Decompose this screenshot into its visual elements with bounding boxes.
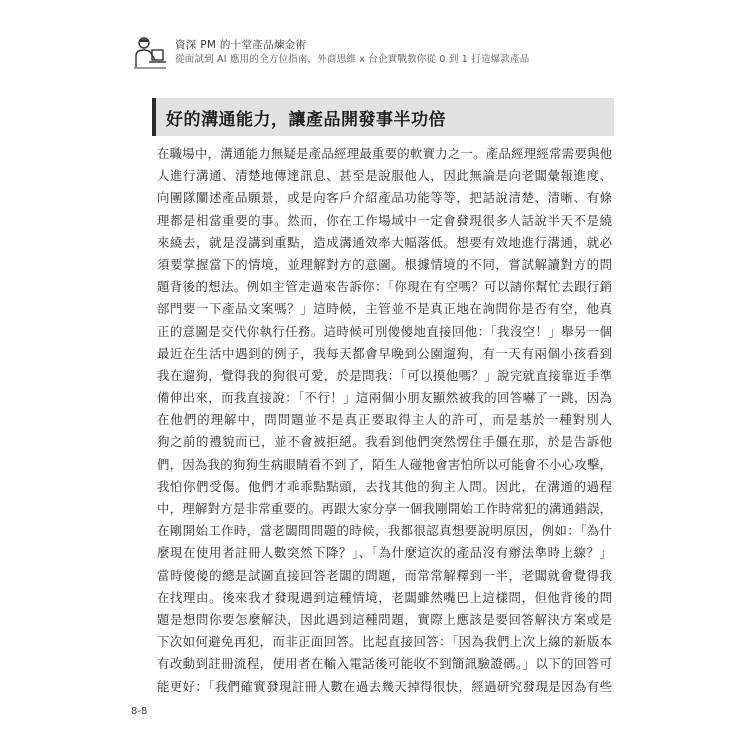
text-line: 下次如何避免再犯，而非正面回答。比起直接回答：「因為我們上次上線的新版本 bbox=[157, 634, 612, 650]
section-heading-text: 好的溝通能力，讓產品開發事半功倍 bbox=[166, 109, 446, 130]
text-line: 在職場中，溝通能力無疑是產品經理最重要的軟實力之一。產品經理經常需要與他 bbox=[157, 146, 612, 161]
person-at-laptop-icon bbox=[131, 36, 167, 70]
text-line: 最近在生活中遇到的例子，我每天都會早晚到公園遛狗，有一天有兩個小孩看到 bbox=[157, 345, 612, 361]
text-line: 正的意圖是交代你執行任務。這時候可別傻傻地直接回他：「我沒空！」舉另一個 bbox=[157, 323, 612, 339]
text-line: 在找理由。後來我才發現遇到這種情境，老闆雖然嘴巴上這樣問，但他背後的問 bbox=[157, 589, 612, 605]
text-line: 理都是相當重要的事。然而，你在工作場域中一定會發現很多人話說半天不是繞 bbox=[157, 212, 612, 228]
text-line: 麼現在使用者註冊人數突然下降？」、「為什麼這次的產品沒有辦法準時上線？」 bbox=[157, 545, 612, 561]
page-number: 8-8 bbox=[131, 706, 148, 717]
book-subtitle: 從面試到 AI 應用的全方位指南，外商思維 x 台企實戰教你從 0 到 1 打造爆款產品 bbox=[175, 54, 530, 65]
text-line: 在他們的理解中，問問題並不是真正要取得主人的許可，而是基於一種對別人 bbox=[157, 412, 612, 428]
text-line: 題是想問你要怎麼解決，因此遇到這種問題，實際上應該是要回答解決方案或是 bbox=[157, 611, 612, 627]
text-line: 向團隊闡述產品願景，或是向客戶介紹產品功能等等，把話說清楚、清晰、有條 bbox=[157, 190, 612, 206]
body-paragraph bbox=[157, 143, 612, 698]
text-line: 題背後的想法。例如主管走過來告訴你：「你現在有空嗎？可以請你幫忙去跟行銷 bbox=[157, 279, 612, 295]
text-line: 有改動到註冊流程，使用者在輸入電話後可能收不到簡訊驗證碼。」以下的回答可 bbox=[157, 656, 612, 672]
running-header bbox=[131, 36, 611, 70]
text-line: 我在遛狗，覺得我的狗很可愛，於是問我：「可以摸他嗎？」說完就直接靠近手準 bbox=[157, 367, 612, 383]
text-line: 狗之前的禮貌而已，並不會被拒絕。我看到他們突然愣住手僵在那，於是告訴他 bbox=[157, 434, 612, 450]
text-line: 來繞去，就是沒講到重點，造成溝通效率大幅落低。想要有效地進行溝通，就必 bbox=[157, 234, 612, 250]
text-line: 備伸出來，而我直接說：「不行！」這兩個小朋友顯然被我的回答嚇了一跳，因為 bbox=[157, 390, 612, 406]
text-line: 當時傻傻的總是試圖直接回答老闆的問題，而常常解釋到一半，老闆就會覺得我 bbox=[157, 567, 612, 583]
text-line: 人進行溝通、清楚地傳達訊息、甚至是說服他人，因此無論是向老闆彙報進度、 bbox=[157, 168, 612, 184]
section-heading bbox=[152, 98, 614, 136]
text-line: 中，理解對方是非常重要的。再跟大家分享一個我剛開始工作時常犯的溝通錯誤， bbox=[157, 501, 612, 516]
text-line: 在剛開始工作時，當老闆問問題的時候，我都很認真想要說明原因，例如：「為什 bbox=[157, 523, 612, 539]
book-title: 資深 PM 的十堂產品煉金術 bbox=[175, 39, 307, 51]
text-line: 我怕你們受傷。他們才乖乖點點頭，去找其他的狗主人問。因此，在溝通的過程 bbox=[157, 478, 612, 494]
text-line: 能更好：「我們確實發現註冊人數在過去幾天掉得很快，經過研究發現是因為有些 bbox=[157, 678, 612, 694]
text-line: 部門要一下產品文案嗎？」這時候，主管並不是真正地在詢問你是否有空，他真 bbox=[157, 301, 612, 317]
text-line: 須要掌握當下的情境，並理解對方的意圖。根據情境的不同，嘗試解讀對方的問 bbox=[157, 256, 612, 272]
text-line: 們，因為我的狗狗生病眼睛看不到了，陌生人碰牠會害怕所以可能會不小心攻擊， bbox=[157, 456, 612, 472]
